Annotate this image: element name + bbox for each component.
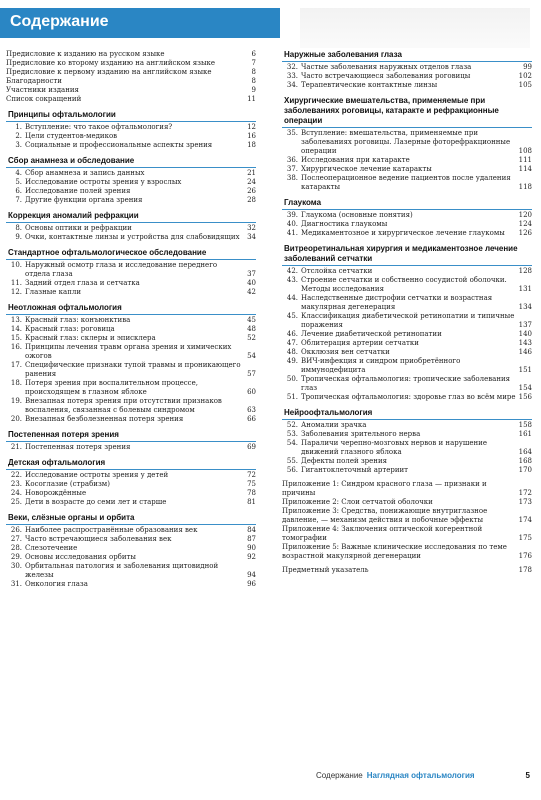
toc-entry[interactable] xyxy=(282,156,532,165)
entry-number: 22. xyxy=(10,471,22,479)
footer-book-title: Наглядная офтальмология xyxy=(366,771,475,780)
entry-page: 66 xyxy=(247,415,256,423)
section-heading: Неотложная офтальмология xyxy=(8,303,122,312)
entry-title: Постепенная потеря зрения xyxy=(25,443,131,451)
section-heading: Сбор анамнеза и обследование xyxy=(8,156,135,165)
toc-entry[interactable] xyxy=(6,553,256,562)
toc-entry[interactable] xyxy=(282,566,532,575)
entry-page: 172 xyxy=(518,489,532,497)
entry-title: Классификация диабетической ретинопатии и типичные поражения xyxy=(301,312,515,329)
entry-title: Приложение 3: Средства, понижающие внутриглазное давление, — механизм действия и побочные эффекты xyxy=(282,507,488,524)
toc-entry[interactable] xyxy=(282,330,532,339)
section-rule xyxy=(6,167,256,168)
entry-title: Новорождённые xyxy=(25,489,87,497)
section-rule xyxy=(282,419,532,420)
section-rule xyxy=(282,209,532,210)
entry-title: Часто встречающиеся заболевания век xyxy=(25,535,172,543)
entry-number: 13. xyxy=(10,316,22,324)
entry-number: 29. xyxy=(10,553,22,561)
entry-title: Частые заболевания наружных отделов глаза xyxy=(301,63,472,71)
toc-entry[interactable] xyxy=(6,288,256,297)
entry-page: 12 xyxy=(247,123,256,131)
entry-title: Хирургическое лечение катаракты xyxy=(301,165,432,173)
entry-number: 16. xyxy=(10,343,22,351)
entry-title: Социальные и профессиональные аспекты зрения xyxy=(25,141,213,149)
entry-page: 54 xyxy=(247,352,256,360)
entry-number: 31. xyxy=(10,580,22,588)
page-number: 5 xyxy=(525,771,530,780)
entry-title: Предисловие к первому изданию на английском языке xyxy=(6,68,212,76)
entry-number: 8. xyxy=(15,224,22,232)
toc-entry[interactable] xyxy=(6,132,256,141)
toc-entry[interactable] xyxy=(282,480,532,498)
entry-page: 37 xyxy=(247,270,256,278)
toc-entry[interactable] xyxy=(282,457,532,466)
entry-number: 25. xyxy=(10,498,22,506)
entry-title: Строение сетчатки и собственно сосудистой оболочки. Методы исследования xyxy=(301,276,507,293)
entry-page: 9 xyxy=(251,86,256,94)
toc-right-column xyxy=(282,50,532,575)
entry-number: 34. xyxy=(286,81,298,89)
entry-title: Косоглазие (страбизм) xyxy=(25,480,110,488)
entry-title: Приложение 4: Заключения оптической когерентной томографии xyxy=(282,525,483,542)
toc-entry[interactable] xyxy=(6,480,256,489)
toc-entry[interactable] xyxy=(6,397,256,415)
toc-entry[interactable] xyxy=(282,276,532,294)
entry-number: 54. xyxy=(286,439,298,447)
entry-page: 178 xyxy=(518,566,532,574)
entry-title: Предисловие ко второму изданию на английском языке xyxy=(6,59,216,67)
toc-entry[interactable] xyxy=(282,439,532,457)
entry-number: 35. xyxy=(286,129,298,137)
entry-page: 170 xyxy=(518,466,532,474)
toc-entry[interactable] xyxy=(282,543,532,561)
toc-entry[interactable] xyxy=(282,165,532,174)
entry-title: Облитерация артерии сетчатки xyxy=(301,339,419,347)
section-rule xyxy=(282,61,532,62)
entry-number: 48. xyxy=(286,348,298,356)
entry-title: Заболевания зрительного нерва xyxy=(301,430,421,438)
toc-entry[interactable] xyxy=(6,361,256,379)
entry-page: 84 xyxy=(247,526,256,534)
toc-entry[interactable] xyxy=(6,77,256,86)
entry-title: Участники издания xyxy=(6,86,79,94)
entry-number: 30. xyxy=(10,562,22,570)
toc-entry[interactable] xyxy=(282,393,532,402)
toc-entry[interactable] xyxy=(282,72,532,81)
entry-number: 47. xyxy=(286,339,298,347)
entry-page: 8 xyxy=(251,68,256,76)
toc-entry[interactable] xyxy=(6,489,256,498)
entry-page: 92 xyxy=(247,553,256,561)
entry-page: 99 xyxy=(523,63,532,71)
entry-number: 7. xyxy=(15,196,22,204)
toc-entry[interactable] xyxy=(6,196,256,205)
entry-page: 156 xyxy=(518,393,532,401)
toc-entry[interactable] xyxy=(6,580,256,589)
entry-title: Потеря зрения при воспалительном процессе, происходящем в глазном яблоке xyxy=(25,379,198,396)
entry-number: 52. xyxy=(286,421,298,429)
toc-entry[interactable] xyxy=(6,169,256,178)
entry-page: 124 xyxy=(518,220,532,228)
contents-title-bar xyxy=(0,8,280,38)
entry-number: 19. xyxy=(10,397,22,405)
entry-page: 72 xyxy=(247,471,256,479)
entry-title: Задний отдел глаза и сетчатка xyxy=(25,279,140,287)
section-heading: Нейроофтальмология xyxy=(284,408,373,417)
entry-title: Исследование полей зрения xyxy=(25,187,131,195)
toc-entry[interactable] xyxy=(6,526,256,535)
entry-number: 12. xyxy=(10,288,22,296)
section-rule xyxy=(282,127,532,128)
entry-number: 39. xyxy=(286,211,298,219)
entry-number: 32. xyxy=(286,63,298,71)
entry-number: 9. xyxy=(15,233,22,241)
entry-page: 78 xyxy=(247,489,256,497)
entry-page: 18 xyxy=(247,141,256,149)
toc-entry[interactable] xyxy=(282,421,532,430)
entry-page: 90 xyxy=(247,544,256,552)
entry-title: ВИЧ-инфекция и синдром приобретённого иммунодефицита xyxy=(301,357,461,374)
toc-entry[interactable] xyxy=(6,261,256,279)
entry-page: 164 xyxy=(518,448,532,456)
toc-entry[interactable] xyxy=(6,50,256,59)
section-heading: Детская офтальмология xyxy=(8,458,106,467)
entry-title: Гигантоклеточный артериит xyxy=(301,466,409,474)
entry-title: Вступление: вмешательства, применяемые при заболеваниях роговицы. Лазерные фоторефракционные операции xyxy=(301,129,511,155)
entry-title: Красный глаз: конъюнктива xyxy=(25,316,131,324)
entry-page: 168 xyxy=(518,457,532,465)
toc-entry[interactable] xyxy=(6,415,256,424)
entry-title: Исследования при катаракте xyxy=(301,156,410,164)
entry-number: 36. xyxy=(286,156,298,164)
entry-number: 49. xyxy=(286,357,298,365)
entry-title: Исследование остроты зрения у детей xyxy=(25,471,169,479)
section-heading: Витреоретинальная хирургия и медикаментозное лечение заболеваний сетчатки xyxy=(284,244,518,263)
entry-title: Глазные капли xyxy=(25,288,82,296)
entry-number: 44. xyxy=(286,294,298,302)
entry-number: 26. xyxy=(10,526,22,534)
toc-entry[interactable] xyxy=(282,525,532,543)
entry-number: 15. xyxy=(10,334,22,342)
entry-title: Принципы лечения травм органа зрения и химических ожогов xyxy=(25,343,232,360)
entry-title: Дефекты полей зрения xyxy=(301,457,388,465)
entry-title: Отслойка сетчатки xyxy=(301,267,373,275)
section-heading: Стандартное офтальмологическое обследование xyxy=(8,248,207,257)
toc-entry[interactable] xyxy=(6,343,256,361)
entry-title: Аномалии зрачка xyxy=(301,421,367,429)
entry-page: 134 xyxy=(518,303,532,311)
entry-page: 111 xyxy=(518,156,532,164)
entry-title: Красный глаз: склеры и эписклера xyxy=(25,334,156,342)
entry-title: Исследование остроты зрения у взрослых xyxy=(25,178,182,186)
toc-entry[interactable] xyxy=(282,220,532,229)
entry-page: 94 xyxy=(247,571,256,579)
page-footer xyxy=(316,769,534,783)
entry-page: 174 xyxy=(518,516,532,524)
toc-entry[interactable] xyxy=(6,471,256,480)
entry-title: Дети в возрасте до семи лет и старше xyxy=(25,498,167,506)
toc-entry[interactable] xyxy=(6,316,256,325)
entry-number: 40. xyxy=(286,220,298,228)
entry-page: 105 xyxy=(518,81,532,89)
entry-title: Приложение 1: Синдром красного глаза — признаки и причины xyxy=(282,480,487,497)
toc-entry[interactable] xyxy=(6,68,256,77)
toc-entry[interactable] xyxy=(282,466,532,475)
entry-page: 11 xyxy=(247,95,256,103)
toc-entry[interactable] xyxy=(6,95,256,104)
toc-entry[interactable] xyxy=(6,233,256,242)
toc-entry[interactable] xyxy=(6,178,256,187)
entry-title: Список сокращений xyxy=(6,95,82,103)
entry-page: 52 xyxy=(247,334,256,342)
toc-entry[interactable] xyxy=(6,443,256,452)
entry-page: 60 xyxy=(247,388,256,396)
entry-title: Красный глаз: роговица xyxy=(25,325,115,333)
entry-page: 118 xyxy=(518,183,532,191)
entry-page: 131 xyxy=(518,285,532,293)
section-heading: Принципы офтальмологии xyxy=(8,110,116,119)
page-title: Содержание xyxy=(10,13,109,30)
entry-page: 151 xyxy=(518,366,532,374)
entry-title: Параличи черепно-мозговых нервов и нарушение движений глазного яблока xyxy=(301,439,487,456)
entry-title: Окклюзия вен сетчатки xyxy=(301,348,390,356)
toc-entry[interactable] xyxy=(282,312,532,330)
section-rule xyxy=(6,314,256,315)
toc-entry[interactable] xyxy=(6,86,256,95)
entry-title: Основы оптики и рефракции xyxy=(25,224,132,232)
entry-number: 33. xyxy=(286,72,298,80)
entry-title: Орбитальная патология и заболевания щитовидной железы xyxy=(25,562,219,579)
entry-number: 50. xyxy=(286,375,298,383)
entry-page: 21 xyxy=(247,169,256,177)
toc-entry[interactable] xyxy=(282,430,532,439)
entry-title: Предметный указатель xyxy=(282,566,369,574)
entry-page: 7 xyxy=(251,59,256,67)
entry-title: Наиболее распространённые образования век xyxy=(25,526,198,534)
bleed-through-area xyxy=(300,8,530,48)
entry-page: 96 xyxy=(247,580,256,588)
entry-page: 161 xyxy=(518,430,532,438)
entry-page: 8 xyxy=(251,77,256,85)
entry-title: Терапевтические контактные линзы xyxy=(301,81,438,89)
entry-page: 34 xyxy=(247,233,256,241)
entry-page: 146 xyxy=(518,348,532,356)
toc-entry[interactable] xyxy=(6,141,256,150)
entry-number: 28. xyxy=(10,544,22,552)
entry-page: 137 xyxy=(518,321,532,329)
entry-title: Послеоперационное ведение пациентов после удаления катаракты xyxy=(301,174,511,191)
toc-entry[interactable] xyxy=(282,229,532,238)
entry-page: 120 xyxy=(518,211,532,219)
entry-page: 45 xyxy=(247,316,256,324)
toc-entry[interactable] xyxy=(6,187,256,196)
toc-entry[interactable] xyxy=(6,325,256,334)
entry-page: 173 xyxy=(518,498,532,506)
entry-number: 5. xyxy=(15,178,22,186)
section-heading: Глаукома xyxy=(284,198,322,207)
toc-entry[interactable] xyxy=(6,334,256,343)
toc-entry[interactable] xyxy=(6,544,256,553)
entry-page: 6 xyxy=(251,50,256,58)
toc-entry[interactable] xyxy=(282,267,532,276)
toc-entry[interactable] xyxy=(6,562,256,580)
entry-page: 16 xyxy=(247,132,256,140)
entry-page: 143 xyxy=(518,339,532,347)
section-heading: Постепенная потеря зрения xyxy=(8,430,119,439)
entry-title: Вступление: что такое офтальмология? xyxy=(25,123,173,131)
entry-number: 42. xyxy=(286,267,298,275)
toc-entry[interactable] xyxy=(6,59,256,68)
toc-entry[interactable] xyxy=(282,174,532,192)
toc-entry[interactable] xyxy=(282,498,532,507)
section-rule xyxy=(6,469,256,470)
toc-entry[interactable] xyxy=(282,63,532,72)
entry-title: Тропическая офтальмология: здоровье глаз во всём мире xyxy=(301,393,516,401)
section-rule xyxy=(6,259,256,260)
entry-page: 175 xyxy=(518,534,532,542)
entry-title: Тропическая офтальмология: тропические заболевания глаз xyxy=(301,375,511,392)
section-rule xyxy=(282,265,532,266)
entry-title: Диагностика глаукомы xyxy=(301,220,388,228)
entry-number: 4. xyxy=(15,169,22,177)
entry-number: 56. xyxy=(286,466,298,474)
toc-entry[interactable] xyxy=(282,348,532,357)
entry-title: Медикаментозное и хирургическое лечение глаукомы xyxy=(301,229,505,237)
toc-entry[interactable] xyxy=(282,211,532,220)
entry-page: 81 xyxy=(247,498,256,506)
toc-entry[interactable] xyxy=(6,535,256,544)
toc-entry[interactable] xyxy=(282,339,532,348)
entry-title: Специфические признаки тупой травмы и проникающего ранения xyxy=(25,361,241,378)
entry-page: 26 xyxy=(247,187,256,195)
entry-number: 43. xyxy=(286,276,298,284)
entry-title: Другие функции органа зрения xyxy=(25,196,143,204)
entry-page: 69 xyxy=(247,443,256,451)
toc-entry[interactable] xyxy=(282,507,532,525)
entry-title: Приложение 2: Слои сетчатой оболочки xyxy=(282,498,433,506)
entry-number: 1. xyxy=(15,123,22,131)
entry-page: 32 xyxy=(247,224,256,232)
entry-number: 37. xyxy=(286,165,298,173)
entry-number: 6. xyxy=(15,187,22,195)
entry-number: 10. xyxy=(10,261,22,269)
entry-page: 57 xyxy=(247,370,256,378)
entry-title: Внезапная безболезненная потеря зрения xyxy=(25,415,184,423)
entry-number: 45. xyxy=(286,312,298,320)
entry-title: Приложение 5: Важные клинические исследования по теме возрастной макулярной дегенерации xyxy=(282,543,507,560)
entry-page: 154 xyxy=(518,384,532,392)
toc-entry[interactable] xyxy=(6,379,256,397)
section-heading: Веки, слёзные органы и орбита xyxy=(8,513,135,522)
entry-title: Наследственные дистрофии сетчатки и возрастная макулярная дегенерация xyxy=(301,294,493,311)
toc-entry[interactable] xyxy=(282,357,532,375)
section-heading: Наружные заболевания глаза xyxy=(284,50,402,59)
entry-page: 75 xyxy=(247,480,256,488)
entry-title: Очки, контактные линзы и устройства для слабовидящих xyxy=(25,233,240,241)
entry-number: 51. xyxy=(286,393,298,401)
entry-title: Наружный осмотр глаза и исследование переднего отдела глаза xyxy=(25,261,218,278)
entry-number: 14. xyxy=(10,325,22,333)
toc-entry[interactable] xyxy=(6,123,256,132)
entry-page: 114 xyxy=(518,165,532,173)
entry-title: Лечение диабетической ретинопатии xyxy=(301,330,442,338)
entry-number: 20. xyxy=(10,415,22,423)
entry-page: 48 xyxy=(247,325,256,333)
entry-title: Основы исследования орбиты xyxy=(25,553,137,561)
entry-title: Цели студентов-медиков xyxy=(25,132,118,140)
section-rule xyxy=(6,441,256,442)
toc-entry[interactable] xyxy=(282,294,532,312)
toc-entry[interactable] xyxy=(282,375,532,393)
entry-number: 24. xyxy=(10,489,22,497)
entry-title: Часто встречающиеся заболевания роговицы xyxy=(301,72,471,80)
toc-entry[interactable] xyxy=(282,129,532,156)
toc-entry[interactable] xyxy=(6,279,256,288)
section-rule xyxy=(6,222,256,223)
entry-title: Слезотечение xyxy=(25,544,78,552)
entry-number: 46. xyxy=(286,330,298,338)
toc-entry[interactable] xyxy=(282,81,532,90)
entry-number: 38. xyxy=(286,174,298,182)
entry-number: 2. xyxy=(15,132,22,140)
entry-page: 108 xyxy=(518,147,532,155)
entry-number: 53. xyxy=(286,430,298,438)
entry-title: Глаукома (основные понятия) xyxy=(301,211,413,219)
entry-number: 55. xyxy=(286,457,298,465)
entry-title: Внезапная потеря зрения при отсутствии признаков воспаления, связанная с болевым синдромом xyxy=(25,397,222,414)
entry-number: 17. xyxy=(10,361,22,369)
entry-number: 21. xyxy=(10,443,22,451)
entry-page: 176 xyxy=(518,552,532,560)
entry-page: 140 xyxy=(518,330,532,338)
entry-number: 3. xyxy=(15,141,22,149)
section-heading: Хирургические вмешательства, применяемые при заболеваниях роговицы, катаракте и рефракционные операции xyxy=(284,96,499,125)
section-rule xyxy=(6,121,256,122)
entry-page: 24 xyxy=(247,178,256,186)
entry-number: 23. xyxy=(10,480,22,488)
entry-page: 42 xyxy=(247,288,256,296)
entry-title: Сбор анамнеза и запись данных xyxy=(25,169,145,177)
entry-page: 102 xyxy=(518,72,532,80)
entry-title: Онкология глаза xyxy=(25,580,88,588)
entry-number: 11. xyxy=(10,279,22,287)
entry-title: Благодарности xyxy=(6,77,62,85)
entry-page: 40 xyxy=(247,279,256,287)
footer-section: Содержание xyxy=(316,771,363,780)
entry-number: 41. xyxy=(286,229,298,237)
section-heading: Коррекция аномалий рефракции xyxy=(8,211,139,220)
entry-page: 63 xyxy=(247,406,256,414)
entry-page: 128 xyxy=(518,267,532,275)
entry-page: 87 xyxy=(247,535,256,543)
entry-number: 27. xyxy=(10,535,22,543)
entry-number: 18. xyxy=(10,379,22,387)
toc-entry[interactable] xyxy=(6,498,256,507)
entry-page: 28 xyxy=(247,196,256,204)
entry-title: Предисловие к изданию на русском языке xyxy=(6,50,165,58)
toc-entry[interactable] xyxy=(6,224,256,233)
entry-page: 158 xyxy=(518,421,532,429)
toc-left-column xyxy=(6,50,256,589)
section-rule xyxy=(6,524,256,525)
entry-page: 126 xyxy=(518,229,532,237)
